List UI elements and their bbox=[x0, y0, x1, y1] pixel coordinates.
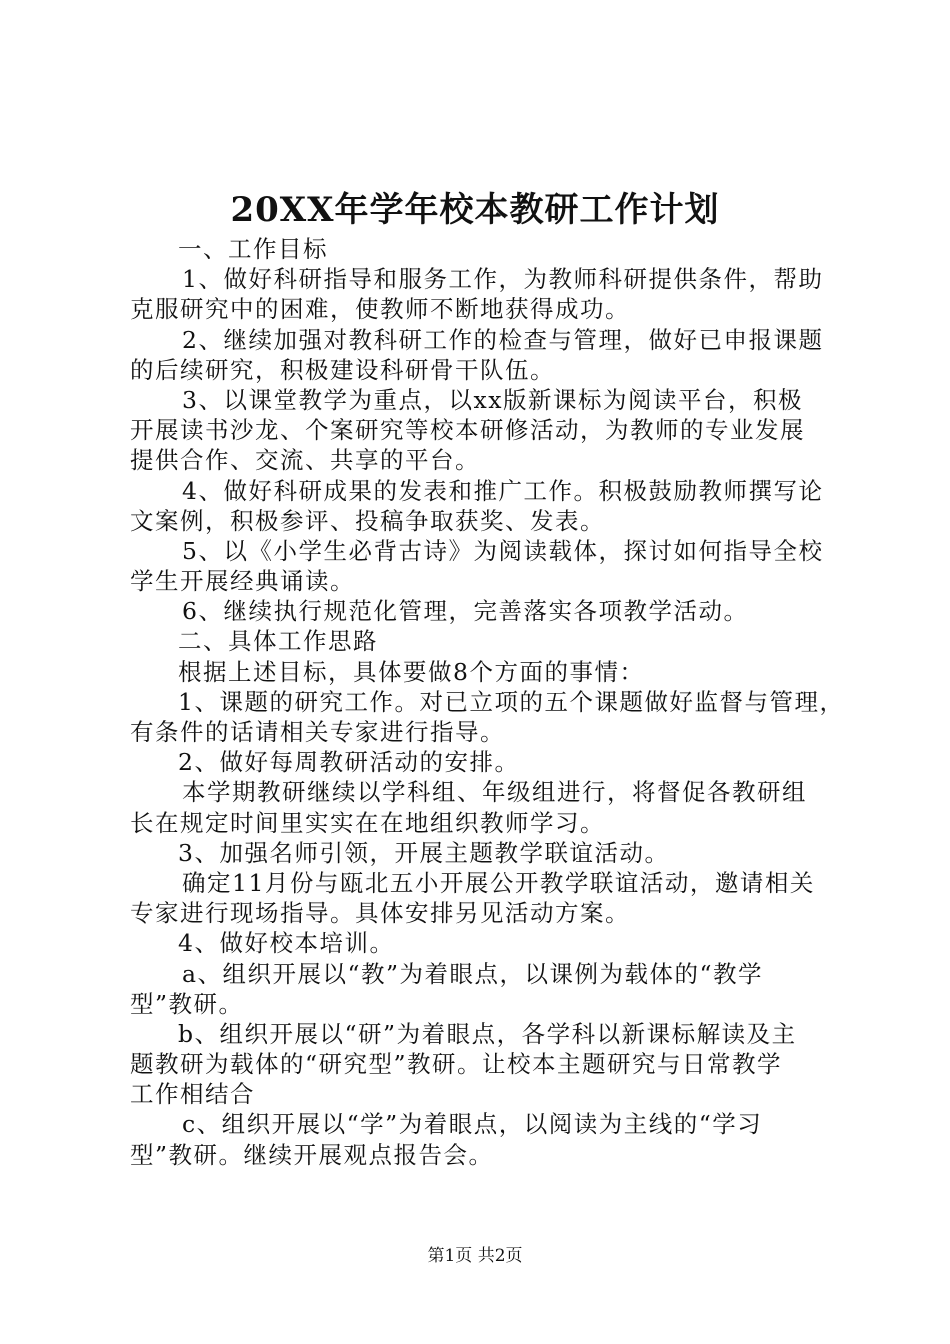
document-title: 20XX年学年校本教研工作计划 bbox=[230, 190, 720, 230]
paragraph-line: 开展读书沙龙、个案研究等校本研修活动，为教师的专业发展 bbox=[130, 416, 805, 445]
paragraph-line: a、组织开展以“教”为着眼点，以课例为载体的“教学 bbox=[182, 959, 764, 988]
paragraph-line: 4、做好校本培训。 bbox=[178, 929, 395, 958]
paragraph-line: 长在规定时间里实实在在地组织教师学习。 bbox=[130, 808, 605, 837]
paragraph-line: c、组织开展以“学”为着眼点，以阅读为主线的“学习 bbox=[182, 1110, 763, 1139]
paragraph-line: 文案例，积极参评、投稿争取获奖、发表。 bbox=[130, 506, 605, 535]
paragraph-line: 提供合作、交流、共享的平台。 bbox=[130, 446, 480, 475]
page-number-footer: 第1页 共2页 bbox=[427, 1246, 523, 1266]
paragraph-line: 的后续研究，积极建设科研骨干队伍。 bbox=[130, 355, 555, 384]
paragraph-line: 工作相结合 bbox=[130, 1080, 255, 1109]
paragraph-line: 1、课题的研究工作。对已立项的五个课题做好监督与管理， bbox=[178, 687, 845, 716]
paragraph-line: 1、做好科研指导和服务工作，为教师科研提供条件，帮助 bbox=[182, 265, 824, 294]
paragraph-line: 型”教研。继续开展观点报告会。 bbox=[130, 1140, 494, 1169]
paragraph-line: 5、以《小学生必背古诗》为阅读载体，探讨如何指导全校 bbox=[182, 536, 824, 565]
paragraph-line: 2、继续加强对教科研工作的检查与管理，做好已申报课题 bbox=[182, 325, 824, 354]
paragraph-line: b、组织开展以“研”为着眼点，各学科以新课标解读及主 bbox=[178, 1019, 797, 1048]
paragraph-line: 型”教研。 bbox=[130, 989, 244, 1018]
paragraph-line: 2、做好每周教研活动的安排。 bbox=[178, 748, 520, 777]
document-body bbox=[130, 234, 845, 1170]
paragraph-line: 有条件的话请相关专家进行指导。 bbox=[130, 718, 505, 746]
paragraph-line: 根据上述目标，具体要做8个方面的事情： bbox=[178, 657, 645, 686]
paragraph-line: 题教研为载体的“研究型”教研。让校本主题研究与日常教学 bbox=[130, 1050, 783, 1079]
paragraph-line: 3、以课堂教学为重点，以xx版新课标为阅读平台，积极 bbox=[182, 385, 803, 414]
paragraph-line: 克服研究中的困难，使教师不断地获得成功。 bbox=[130, 295, 630, 324]
paragraph-line: 学生开展经典诵读。 bbox=[130, 567, 355, 596]
section-heading: 二、具体工作思路 bbox=[178, 627, 378, 656]
paragraph-line: 确定11月份与瓯北五小开展公开教学联谊活动，邀请相关 bbox=[182, 868, 815, 897]
paragraph-line: 专家进行现场指导。具体安排另见活动方案。 bbox=[130, 899, 630, 928]
paragraph-line: 6、继续执行规范化管理，完善落实各项教学活动。 bbox=[182, 597, 749, 626]
paragraph-line: 3、加强名师引领，开展主题教学联谊活动。 bbox=[178, 838, 670, 867]
paragraph-line: 4、做好科研成果的发表和推广工作。积极鼓励教师撰写论 bbox=[182, 476, 824, 505]
paragraph-line: 本学期教研继续以学科组、年级组进行，将督促各教研组 bbox=[182, 778, 807, 807]
section-heading: 一、工作目标 bbox=[178, 235, 328, 263]
